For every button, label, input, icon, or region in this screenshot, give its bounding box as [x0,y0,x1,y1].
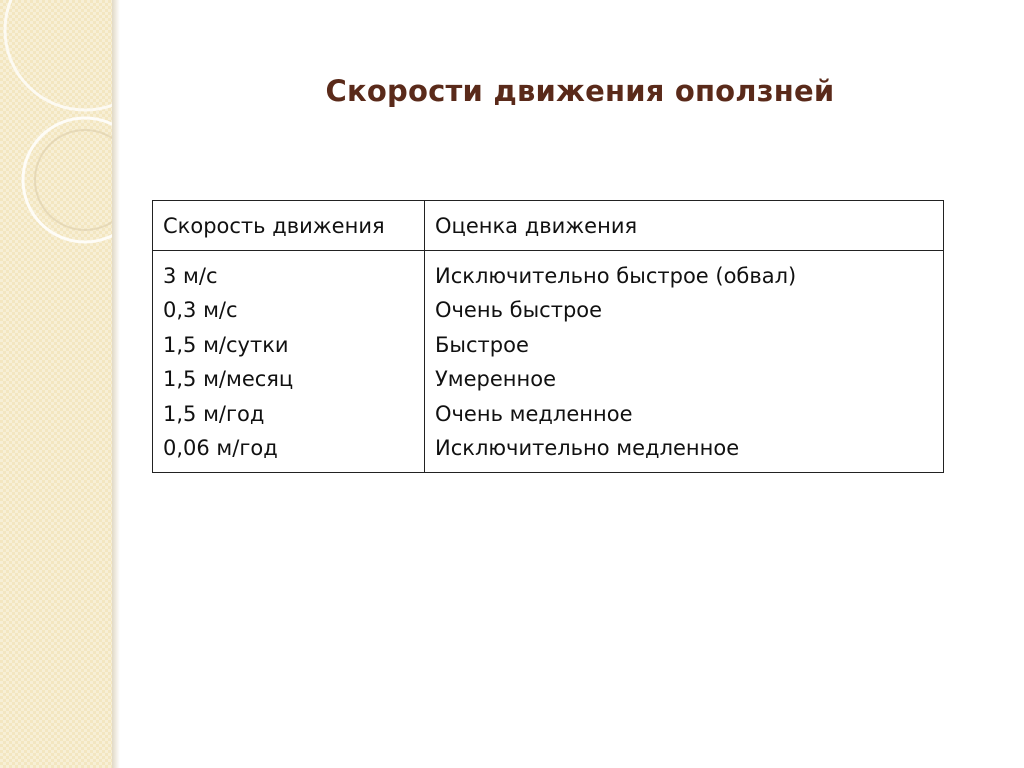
speed-value: 0,06 м/год [163,436,278,460]
header-rating: Оценка движения [425,201,944,251]
rating-value: Быстрое [435,332,529,357]
table-header-row [153,201,944,251]
rating-column [425,250,944,472]
speed-value: 0,3 м/с [163,298,238,322]
slide-title: Скорости движения оползней [325,74,835,108]
rating-value: Очень быстрое [435,298,603,322]
side-panel-shadow [112,0,120,768]
rating-value: Исключительно медленное [435,436,740,460]
header-speed: Скорость движения [153,201,425,251]
table-body-row [153,250,944,472]
speed-column [153,250,425,472]
rating-value: Умеренное [435,367,557,391]
speed-value: 1,5 м/месяц [163,367,294,391]
rating-value: Очень медленное [435,401,633,426]
rating-value: Исключительно быстрое (обвал) [435,263,797,288]
speed-value: 1,5 м/год [163,401,265,426]
speed-table [152,200,944,473]
decorative-circles [0,0,112,768]
decorative-side-panel [0,0,112,768]
speed-value: 3 м/с [163,263,218,288]
speed-value: 1,5 м/сутки [163,332,289,357]
